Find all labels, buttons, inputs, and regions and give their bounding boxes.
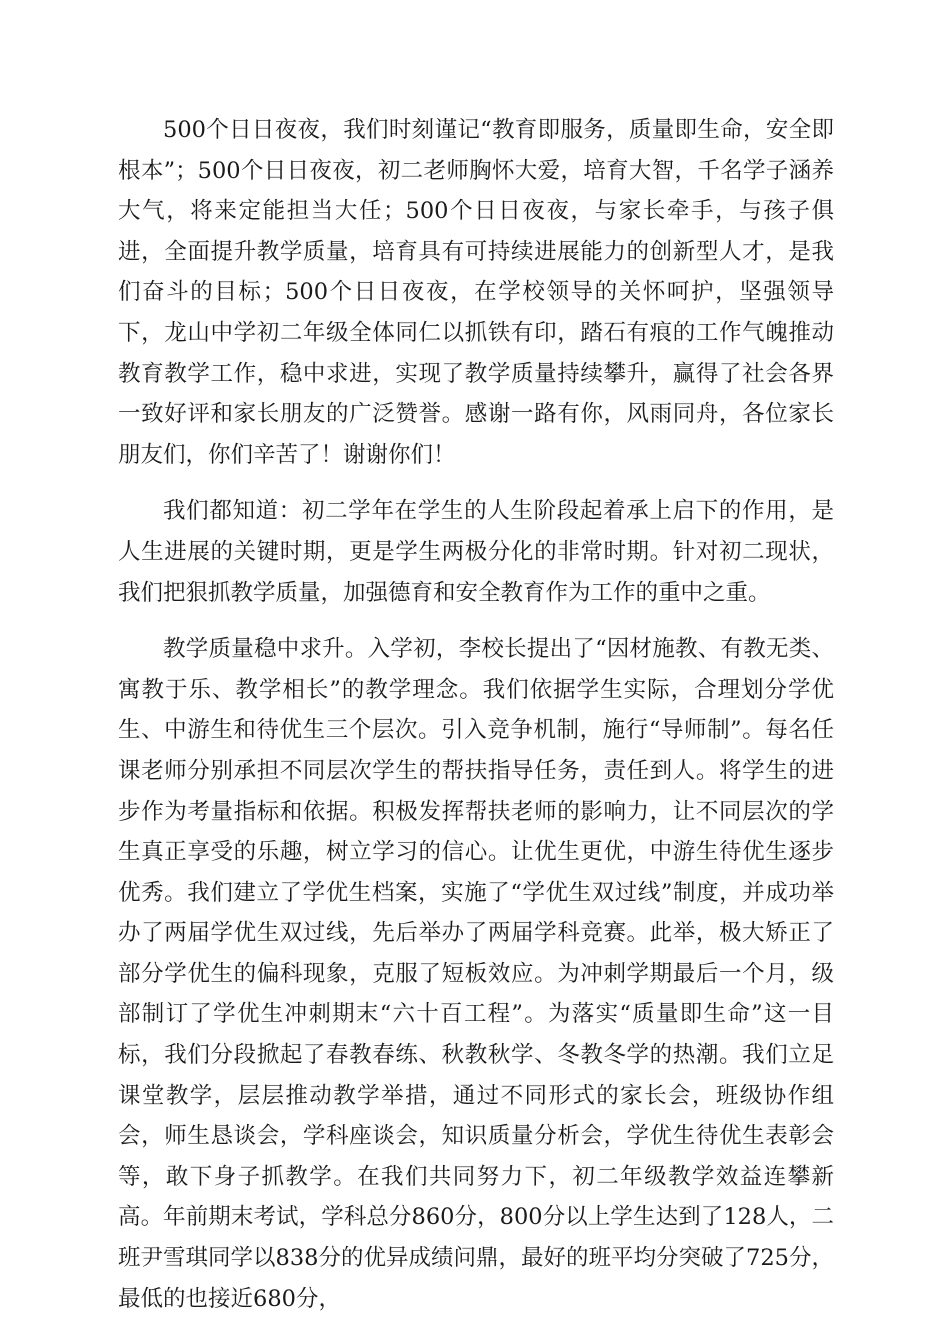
document-page [118,110,834,1335]
paragraph-1: 500个日日夜夜，我们时刻谨记“教育即服务，质量即生命，安全即根本”；500个日日夜夜，初二老师胸怀大爱，培育大智，千名学子涵养大气，将来定能担当大任；500个日日夜夜，与家长牵手，与孩子俱进，全面提升教学质量，培育具有可持续进展能力的创新型人才，是我们奋斗的目标；500个日日夜夜，在学校领导的关怀呵护，坚强领导下，龙山中学初二年级全体同仁以抓铁有印，踏石有痕的工作气魄推动教育教学工作，稳中求进，实现了教学质量持续攀升，赢得了社会各界一致好评和家长朋友的广泛赞誉。感谢一路有你，风雨同舟，各位家长朋友们，你们辛苦了！谢谢你们！ [118,117,834,468]
paragraph-3: 教学质量稳中求升。入学初，李校长提出了“因材施教、有教无类、寓教于乐、教学相长”的教学理念。我们依据学生实际，合理划分学优生、中游生和待优生三个层次。引入竞争机制，施行“导师制”。每名任课老师分别承担不同层次学生的帮扶指导任务，责任到人。将学生的进步作为考量指标和依据。积极发挥帮扶老师的影响力，让不同层次的学生真正享受的乐趣，树立学习的信心。让优生更优，中游生待优生逐步优秀。我们建立了学优生档案，实施了“学优生双过线”制度，并成功举办了两届学优生双过线，先后举办了两届学科竞赛。此举，极大矫正了部分学优生的偏科现象，克服了短板效应。为冲刺学期最后一个月，级部制订了学优生冲刺期末“六十百工程”。为落实“质量即生命”这一目标，我们分段掀起了春教春练、秋教秋学、冬教冬学的热潮。我们立足课堂教学，层层推动教学举措，通过不同形式的家长会，班级协作组会，师生恳谈会，学科座谈会，知识质量分析会，学优生待优生表彰会等，敢下身子抓教学。在我们共同努力下，初二年级教学效益连攀新高。年前期末考试，学科总分860分，800分以上学生达到了128人，二班尹雪琪同学以838分的优异成绩问鼎，最好的班平均分突破了725分，最低的也接近680分， [118,636,834,1312]
paragraph-2: 我们都知道：初二学年在学生的人生阶段起着承上启下的作用，是人生进展的关键时期，更是学生两极分化的非常时期。针对初二现状，我们把狠抓教学质量，加强德育和安全教育作为工作的重中之重。 [118,498,834,606]
